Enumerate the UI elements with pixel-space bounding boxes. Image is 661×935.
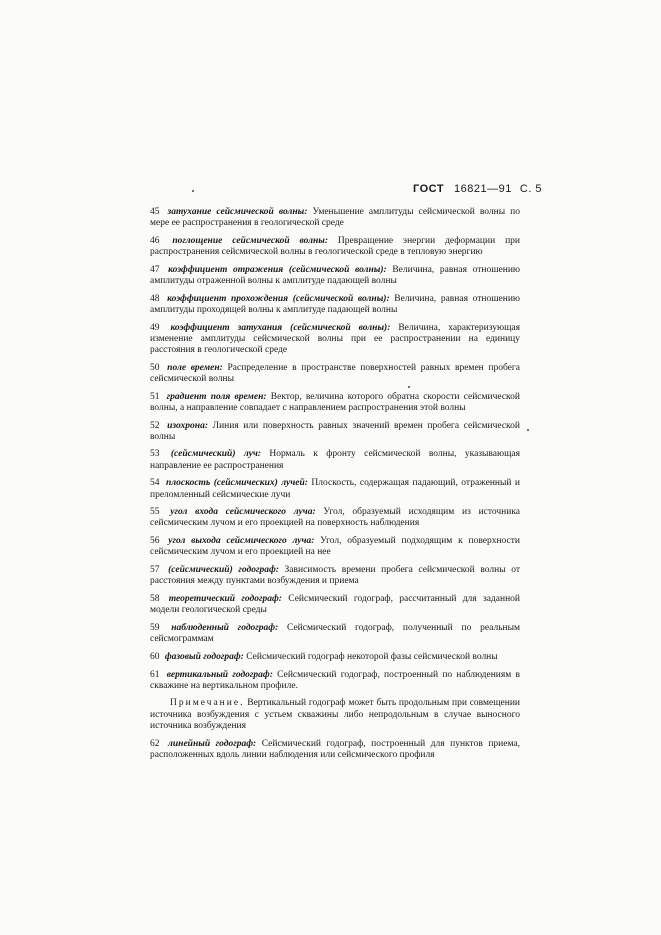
- note-label: Примечание.: [170, 698, 245, 709]
- entry-number: 47: [150, 264, 160, 275]
- entry-term: угол выхода сейсмического луча:: [168, 536, 315, 547]
- entry-definition: Превращение энергии деформации при распространения сейсмической волны в геологической среде в тепловую энергию: [150, 235, 520, 258]
- entry-number: 60: [150, 651, 160, 662]
- entry-term: градиент поля времен:: [166, 391, 267, 402]
- entry-term: коэффициент прохождения (сейсмической волны):: [167, 293, 390, 304]
- entry-term: затухание сейсмической волны:: [167, 207, 308, 217]
- entry-term: коэффициент отражения (сейсмической волны):: [168, 264, 387, 275]
- standard-number: 16821—91: [454, 183, 512, 195]
- entry-number: 49: [150, 322, 160, 333]
- term-entry-57: [150, 565, 520, 587]
- term-entry-52: [150, 421, 520, 443]
- entry-definition: Вектор, величина которого обратна скорости сейсмической волны, а направление совпадает с направлением распространения этой волны: [150, 391, 521, 413]
- entry-number: 62: [150, 738, 160, 749]
- entry-definition: Зависимость времени пробега сейсмической волны от расстояния между пунктами возбуждения и приема: [150, 565, 521, 587]
- entry-definition: Уменьшение амплитуды сейсмической волны по мере ее распространения в геологической среде: [150, 207, 521, 229]
- entry-definition: Величина, равная отношению амплитуды отраженной волны к амплитуде падающей волны: [150, 264, 520, 287]
- entry-term: вертикальный годограф:: [166, 669, 273, 680]
- entry-term: поле времен:: [167, 362, 223, 373]
- term-entry-47: [150, 265, 520, 287]
- entry-term: угол входа сейсмического луча:: [170, 507, 316, 518]
- term-entry-61: [150, 670, 520, 692]
- entry-number: 54: [150, 478, 160, 489]
- entry-term: плоскость (сейсмических) лучей:: [165, 478, 308, 489]
- term-entry-60: [150, 652, 520, 663]
- term-entry-53: [150, 449, 520, 471]
- entry-term: изохрона:: [167, 420, 208, 431]
- entry-number: 58: [150, 593, 160, 604]
- entry-number: 46: [150, 235, 160, 246]
- entry-number: 50: [150, 362, 160, 373]
- entry-definition: Сейсмический годограф некоторой фазы сейсмической волны: [246, 651, 498, 662]
- entry-definition: Нормаль к фронту сейсмической волны, указывающая направление ее распространения: [150, 449, 520, 471]
- note-text: годограф может быть продольным при совмещении источника возбуждения с устьем скважины либо непродольным в случае выносного источника возбуждения: [150, 698, 521, 731]
- entry-definition: Величина, равная отношению амплитуды проходящей волны к амплитуде падающей волны: [150, 293, 521, 315]
- term-entry-50: [150, 363, 520, 385]
- entry-number: 48: [150, 293, 160, 304]
- entry-number: 55: [150, 507, 160, 518]
- entry-number: 57: [150, 565, 160, 576]
- note-term: Вертикальный: [247, 698, 307, 709]
- entry-term: поглощение сейсмической волны:: [172, 235, 329, 246]
- term-entry-49: [150, 323, 520, 357]
- entry-definition: Угол, образуемый подходящим к поверхности сейсмическим лучом и его проекцией на нее: [150, 536, 520, 558]
- term-entry-45: [150, 207, 520, 229]
- term-entry-48: [150, 294, 520, 316]
- entry-definition: Сейсмический годограф, полученный по реальным сейсмограммам: [150, 622, 521, 645]
- page-number: С. 5: [519, 183, 543, 195]
- entry-definition: Сейсмический годограф, построенный для пунктов приема, расположенных вдоль линии наблюдения или сейсмического профиля: [150, 738, 520, 760]
- scan-speck: [527, 429, 529, 431]
- entry-number: 45: [150, 207, 160, 217]
- entry-definition: Сейсмический годограф, построенный по наблюдениям в скважине на вертикальном профиле.: [150, 669, 520, 691]
- entry-number: 61: [150, 669, 160, 680]
- entry-number: 56: [150, 536, 160, 547]
- entry-number: 53: [150, 449, 160, 460]
- entry-definition: Линия или поверхность равных значений времен пробега сейсмической волны: [150, 420, 521, 442]
- entry-definition: Угол, образуемый исходящим из источника сейсмическим лучом и его проекцией на поверхность наблюдения: [150, 507, 521, 529]
- entry-definition: Плоскость, содержащая падающий, отраженный и преломленный сейсмические лучи: [150, 478, 521, 500]
- term-entry-55: [150, 507, 520, 529]
- entry-definition: Распределение в пространстве поверхностей равных времен пробега сейсмической волны: [150, 362, 521, 384]
- entry-number: 52: [150, 420, 160, 431]
- term-entry-59: [150, 623, 520, 645]
- page-header: [413, 183, 542, 195]
- entry-term: (сейсмический) годограф:: [168, 565, 279, 576]
- term-entry-46: [150, 236, 520, 258]
- entry-term: наблюденный годограф:: [171, 622, 279, 633]
- entry-definition: Сейсмический годограф, рассчитанный для заданной модели геологической среды: [150, 593, 520, 616]
- entry-term: (сейсмический) луч:: [170, 449, 261, 460]
- entry-number: 59: [150, 622, 160, 633]
- entry-term: линейный годограф:: [168, 738, 257, 749]
- terms-list: [150, 207, 520, 767]
- note-paragraph: [150, 698, 520, 732]
- term-entry-62: [150, 739, 520, 761]
- term-entry-54: [150, 478, 520, 500]
- term-entry-51: [150, 392, 520, 414]
- entry-definition: Величина, характеризующая изменение амплитуды сейсмической волны при ее распространении на единицу расстояния в геологической среде: [150, 322, 521, 356]
- entry-term: коэффициент затухания (сейсмической волны):: [170, 322, 391, 333]
- term-entry-56: [150, 536, 520, 558]
- standard-label: ГОСТ: [413, 183, 445, 195]
- entry-number: 51: [150, 391, 160, 402]
- entry-term: теоретический годограф:: [168, 593, 282, 604]
- entry-term: фазовый годограф:: [164, 651, 244, 662]
- scan-speck: [192, 190, 194, 192]
- term-entry-58: [150, 594, 520, 616]
